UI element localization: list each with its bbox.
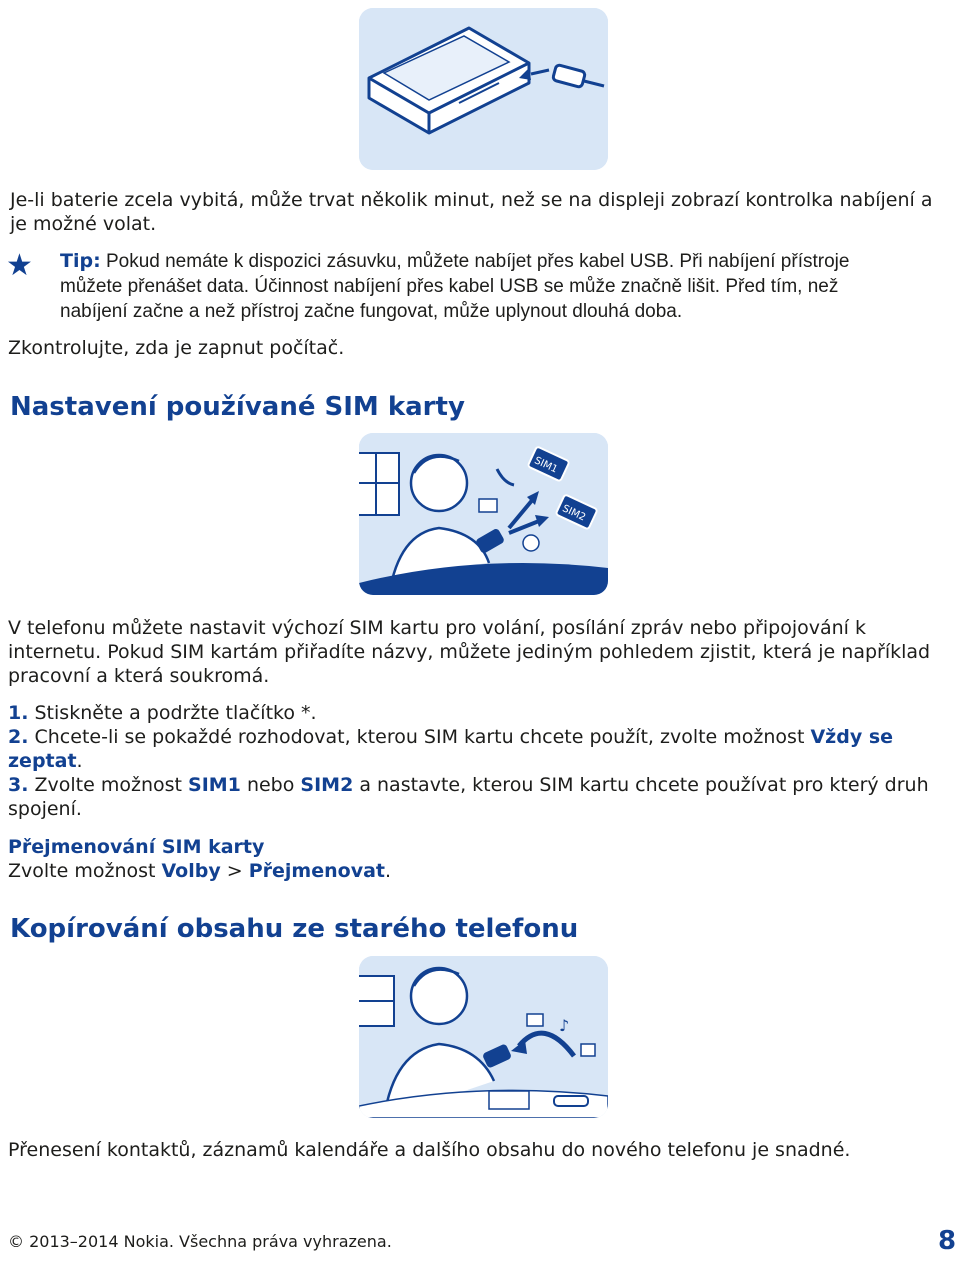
- tip-block: [60, 249, 955, 324]
- option-sim2: SIM2: [300, 774, 354, 796]
- sim-section-heading: Nastavení používané SIM karty: [10, 392, 465, 422]
- copyright-text: © 2013–2014 Nokia. Všechna práva vyhrazena.: [8, 1232, 392, 1251]
- step-1: 1. Stiskněte a podržte tlačítko *.: [8, 702, 317, 724]
- step-number: 3.: [8, 774, 29, 796]
- page-number: 8: [938, 1226, 957, 1256]
- rename-instruction: Zvolte možnost Volby > Přejmenovat.: [8, 860, 392, 882]
- sim1-label: SIM1: [532, 455, 560, 476]
- sim-illustration: [359, 433, 608, 595]
- step-number: 1.: [8, 702, 29, 724]
- sim-paragraph: V telefonu můžete nastavit výchozí SIM kartu pro volání, posílání zpráv nebo připojování k internetu. Pokud SIM kartám přiřadíte názvy, můžete jediným pohledem zjistit, která je například pracovní a která soukromá.: [8, 617, 931, 687]
- copy-illustration: [359, 956, 608, 1118]
- sim2-label: SIM2: [560, 503, 588, 524]
- copy-section-heading: Kopírování obsahu ze starého telefonu: [10, 914, 579, 944]
- step-3: 3. Zvolte možnost SIM1 nebo SIM2 a nastavte, kterou SIM kartu chcete používat pro který druh spojení.: [8, 774, 929, 820]
- tip-label: Tip:: [60, 250, 101, 272]
- tip-line-1: Tip: Pokud nemáte k dispozici zásuvku, můžete nabíjet přes kabel USB. Při nabíjení přístroje: [60, 250, 850, 272]
- copy-paragraph: Přenesení kontaktů, záznamů kalendáře a dalšího obsahu do nového telefonu je snadné.: [8, 1139, 851, 1161]
- charging-illustration: [359, 8, 608, 170]
- tip-line-2: můžete přenášet data. Účinnost nabíjení přes kabel USB se může značně lišit. Před tím, než: [60, 276, 839, 297]
- svg-text:♪: ♪: [559, 1016, 570, 1035]
- tip-line-3: nabíjení začne a než přístroj začne fungovat, může uplynout dlouhá doba.: [60, 301, 683, 322]
- step-2: 2. Chcete-li se pokaždé rozhodovat, kterou SIM kartu chcete použít, zvolte možnost Vždy se zeptat.: [8, 726, 894, 772]
- star-icon: ★: [6, 248, 33, 283]
- battery-paragraph: Je-li baterie zcela vybitá, může trvat několik minut, než se na displeji zobrazí kontrolka nabíjení a je možné volat.: [10, 189, 933, 235]
- option-prejmenovat: Přejmenovat: [248, 860, 385, 882]
- option-volby: Volby: [161, 860, 221, 882]
- option-always-ask: Vždy se zeptat: [8, 726, 894, 772]
- option-sim1: SIM1: [188, 774, 241, 796]
- step-number: 2.: [8, 726, 29, 748]
- check-computer-text: Zkontrolujte, zda je zapnut počítač.: [8, 337, 345, 359]
- rename-heading: Přejmenování SIM karty: [8, 836, 265, 858]
